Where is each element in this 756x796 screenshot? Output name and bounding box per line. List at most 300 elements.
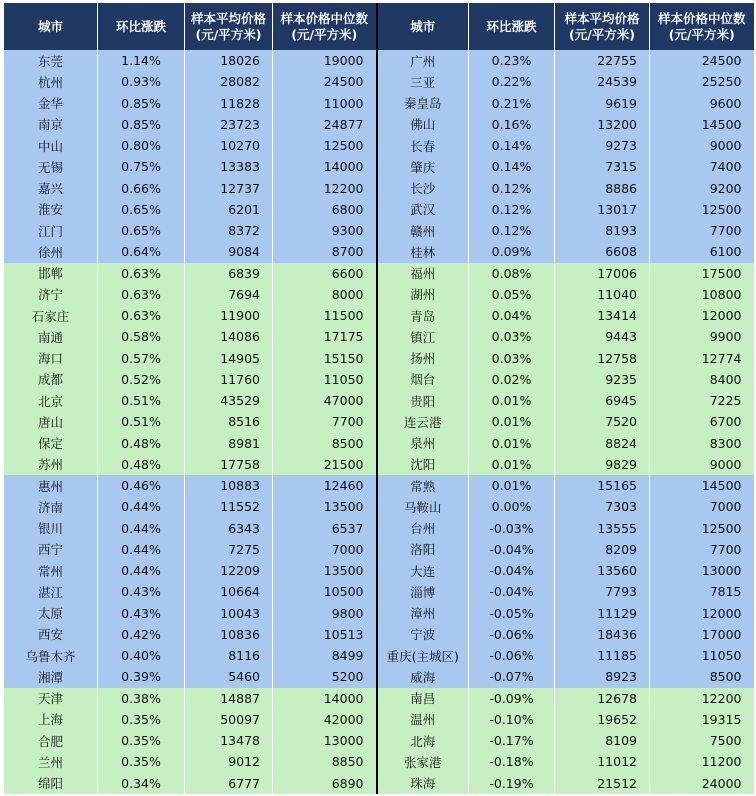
right-city-cell: 镇江 [377, 326, 469, 347]
right-city-cell: 肇庆 [377, 156, 469, 177]
left-avg-price-cell: 13383 [185, 156, 273, 177]
left-median-price-cell: 19000 [273, 50, 377, 71]
right-median-price-cell: 10800 [650, 284, 754, 305]
right-mom-change-cell: -0.06% [469, 645, 555, 666]
table-row [4, 369, 754, 390]
right-avg-price-cell: 19652 [555, 709, 650, 730]
table-row [4, 666, 754, 687]
right-city-cell: 扬州 [377, 348, 469, 369]
table-row [4, 773, 754, 794]
left-city-cell: 湘潭 [4, 666, 98, 687]
left-city-cell: 天津 [4, 688, 98, 709]
right-avg-price-cell: 15165 [555, 475, 650, 496]
left-median-price-cell: 9300 [273, 220, 377, 241]
header-avg-price-left: 样本平均价格 (元/平方米) [185, 3, 273, 50]
right-mom-change-cell: 0.12% [469, 178, 555, 199]
left-avg-price-cell: 8372 [185, 220, 273, 241]
right-city-cell: 大连 [377, 560, 469, 581]
left-city-cell: 惠州 [4, 475, 98, 496]
right-mom-change-cell: 0.01% [469, 390, 555, 411]
right-city-cell: 长春 [377, 135, 469, 156]
right-city-cell: 漳州 [377, 603, 469, 624]
right-city-cell: 佛山 [377, 114, 469, 135]
left-avg-price-cell: 10664 [185, 581, 273, 602]
table-row [4, 751, 754, 772]
left-city-cell: 徐州 [4, 241, 98, 262]
left-median-price-cell: 8000 [273, 284, 377, 305]
right-median-price-cell: 9200 [650, 178, 754, 199]
right-city-cell: 珠海 [377, 773, 469, 794]
left-median-price-cell: 8499 [273, 645, 377, 666]
right-mom-change-cell: 0.14% [469, 156, 555, 177]
left-median-price-cell: 11050 [273, 369, 377, 390]
header-city-right: 城市 [377, 3, 469, 50]
left-avg-price-cell: 11900 [185, 305, 273, 326]
right-median-price-cell: 7700 [650, 220, 754, 241]
table-row [4, 411, 754, 432]
right-median-price-cell: 11050 [650, 645, 754, 666]
left-city-cell: 南通 [4, 326, 98, 347]
right-avg-price-cell: 9443 [555, 326, 650, 347]
left-median-price-cell: 8850 [273, 751, 377, 772]
left-median-price-cell: 13000 [273, 730, 377, 751]
left-mom-change-cell: 0.63% [98, 284, 185, 305]
left-mom-change-cell: 0.58% [98, 326, 185, 347]
right-city-cell: 北海 [377, 730, 469, 751]
left-mom-change-cell: 0.66% [98, 178, 185, 199]
left-mom-change-cell: 0.44% [98, 539, 185, 560]
left-mom-change-cell: 0.35% [98, 730, 185, 751]
table-row [4, 475, 754, 496]
header-row [4, 3, 754, 50]
right-city-cell: 湖州 [377, 284, 469, 305]
right-mom-change-cell: -0.17% [469, 730, 555, 751]
left-median-price-cell: 6537 [273, 518, 377, 539]
left-mom-change-cell: 0.75% [98, 156, 185, 177]
left-city-cell: 淮安 [4, 199, 98, 220]
right-mom-change-cell: -0.05% [469, 603, 555, 624]
right-avg-price-cell: 21512 [555, 773, 650, 794]
left-mom-change-cell: 0.52% [98, 369, 185, 390]
left-avg-price-cell: 23723 [185, 114, 273, 135]
left-city-cell: 上海 [4, 709, 98, 730]
left-avg-price-cell: 10836 [185, 624, 273, 645]
right-avg-price-cell: 13555 [555, 518, 650, 539]
right-city-cell: 贵阳 [377, 390, 469, 411]
left-avg-price-cell: 11552 [185, 496, 273, 517]
right-median-price-cell: 12000 [650, 603, 754, 624]
left-median-price-cell: 12460 [273, 475, 377, 496]
left-mom-change-cell: 0.44% [98, 518, 185, 539]
table-row [4, 496, 754, 517]
left-median-price-cell: 8700 [273, 241, 377, 262]
right-median-price-cell: 7500 [650, 730, 754, 751]
table-row [4, 71, 754, 92]
left-mom-change-cell: 0.93% [98, 71, 185, 92]
right-avg-price-cell: 7315 [555, 156, 650, 177]
right-median-price-cell: 7815 [650, 581, 754, 602]
left-median-price-cell: 21500 [273, 454, 377, 475]
left-median-price-cell: 9800 [273, 603, 377, 624]
right-city-cell: 马鞍山 [377, 496, 469, 517]
left-avg-price-cell: 13478 [185, 730, 273, 751]
left-median-price-cell: 5200 [273, 666, 377, 687]
right-avg-price-cell: 8886 [555, 178, 650, 199]
table-row [4, 433, 754, 454]
left-median-price-cell: 6890 [273, 773, 377, 794]
right-avg-price-cell: 9619 [555, 93, 650, 114]
right-avg-price-cell: 24539 [555, 71, 650, 92]
left-mom-change-cell: 0.57% [98, 348, 185, 369]
left-median-price-cell: 42000 [273, 709, 377, 730]
left-mom-change-cell: 0.51% [98, 411, 185, 432]
right-mom-change-cell: -0.04% [469, 539, 555, 560]
table-row [4, 390, 754, 411]
left-city-cell: 西安 [4, 624, 98, 645]
left-median-price-cell: 6800 [273, 199, 377, 220]
right-city-cell: 连云港 [377, 411, 469, 432]
right-avg-price-cell: 8824 [555, 433, 650, 454]
right-median-price-cell: 8400 [650, 369, 754, 390]
left-city-cell: 金华 [4, 93, 98, 114]
left-mom-change-cell: 0.51% [98, 390, 185, 411]
left-avg-price-cell: 10270 [185, 135, 273, 156]
left-median-price-cell: 47000 [273, 390, 377, 411]
right-city-cell: 威海 [377, 666, 469, 687]
left-avg-price-cell: 12737 [185, 178, 273, 199]
left-city-cell: 邯郸 [4, 263, 98, 284]
right-mom-change-cell: 0.01% [469, 475, 555, 496]
right-mom-change-cell: 0.02% [469, 369, 555, 390]
right-city-cell: 洛阳 [377, 539, 469, 560]
right-mom-change-cell: 0.12% [469, 199, 555, 220]
left-city-cell: 银川 [4, 518, 98, 539]
left-city-cell: 嘉兴 [4, 178, 98, 199]
left-city-cell: 成都 [4, 369, 98, 390]
table-row [4, 326, 754, 347]
right-mom-change-cell: 0.23% [469, 50, 555, 71]
right-avg-price-cell: 12758 [555, 348, 650, 369]
left-city-cell: 太原 [4, 603, 98, 624]
right-mom-change-cell: 0.04% [469, 305, 555, 326]
left-city-cell: 常州 [4, 560, 98, 581]
left-median-price-cell: 6600 [273, 263, 377, 284]
left-median-price-cell: 12200 [273, 178, 377, 199]
right-median-price-cell: 12774 [650, 348, 754, 369]
right-avg-price-cell: 11129 [555, 603, 650, 624]
table-row [4, 688, 754, 709]
table-row [4, 454, 754, 475]
left-avg-price-cell: 11828 [185, 93, 273, 114]
right-mom-change-cell: 0.00% [469, 496, 555, 517]
left-city-cell: 海口 [4, 348, 98, 369]
left-city-cell: 乌鲁木齐 [4, 645, 98, 666]
left-median-price-cell: 10513 [273, 624, 377, 645]
left-city-cell: 合肥 [4, 730, 98, 751]
right-median-price-cell: 7225 [650, 390, 754, 411]
right-mom-change-cell: -0.18% [469, 751, 555, 772]
right-avg-price-cell: 22755 [555, 50, 650, 71]
left-mom-change-cell: 0.42% [98, 624, 185, 645]
right-city-cell: 宁波 [377, 624, 469, 645]
table-row [4, 730, 754, 751]
right-mom-change-cell: 0.22% [469, 71, 555, 92]
right-avg-price-cell: 18436 [555, 624, 650, 645]
left-mom-change-cell: 0.40% [98, 645, 185, 666]
left-city-cell: 绵阳 [4, 773, 98, 794]
right-city-cell: 桂林 [377, 241, 469, 262]
left-city-cell: 济宁 [4, 284, 98, 305]
left-city-cell: 唐山 [4, 411, 98, 432]
right-avg-price-cell: 12678 [555, 688, 650, 709]
left-avg-price-cell: 12209 [185, 560, 273, 581]
right-mom-change-cell: 0.14% [469, 135, 555, 156]
left-median-price-cell: 13500 [273, 496, 377, 517]
left-avg-price-cell: 17758 [185, 454, 273, 475]
right-avg-price-cell: 13560 [555, 560, 650, 581]
right-city-cell: 赣州 [377, 220, 469, 241]
right-city-cell: 青岛 [377, 305, 469, 326]
right-avg-price-cell: 7793 [555, 581, 650, 602]
right-city-cell: 广州 [377, 50, 469, 71]
left-city-cell: 保定 [4, 433, 98, 454]
left-mom-change-cell: 0.46% [98, 475, 185, 496]
right-median-price-cell: 24500 [650, 50, 754, 71]
left-avg-price-cell: 6777 [185, 773, 273, 794]
left-avg-price-cell: 8116 [185, 645, 273, 666]
right-median-price-cell: 9900 [650, 326, 754, 347]
right-city-cell: 温州 [377, 709, 469, 730]
left-median-price-cell: 11500 [273, 305, 377, 326]
left-avg-price-cell: 6343 [185, 518, 273, 539]
right-city-cell: 常熟 [377, 475, 469, 496]
right-avg-price-cell: 17006 [555, 263, 650, 284]
left-median-price-cell: 24500 [273, 71, 377, 92]
left-avg-price-cell: 7694 [185, 284, 273, 305]
left-mom-change-cell: 0.63% [98, 305, 185, 326]
left-avg-price-cell: 10043 [185, 603, 273, 624]
right-mom-change-cell: 0.21% [469, 93, 555, 114]
right-city-cell: 秦皇岛 [377, 93, 469, 114]
right-city-cell: 武汉 [377, 199, 469, 220]
right-mom-change-cell: 0.01% [469, 454, 555, 475]
right-median-price-cell: 9000 [650, 135, 754, 156]
right-avg-price-cell: 8923 [555, 666, 650, 687]
right-mom-change-cell: 0.03% [469, 348, 555, 369]
left-mom-change-cell: 0.44% [98, 496, 185, 517]
left-avg-price-cell: 7275 [185, 539, 273, 560]
right-mom-change-cell: 0.09% [469, 241, 555, 262]
left-median-price-cell: 15150 [273, 348, 377, 369]
right-city-cell: 烟台 [377, 369, 469, 390]
table-row [4, 114, 754, 135]
right-avg-price-cell: 13414 [555, 305, 650, 326]
right-median-price-cell: 7700 [650, 539, 754, 560]
table-row [4, 50, 754, 71]
right-avg-price-cell: 9235 [555, 369, 650, 390]
left-median-price-cell: 14000 [273, 688, 377, 709]
right-median-price-cell: 8300 [650, 433, 754, 454]
left-median-price-cell: 11000 [273, 93, 377, 114]
left-mom-change-cell: 0.35% [98, 709, 185, 730]
right-mom-change-cell: -0.19% [469, 773, 555, 794]
right-avg-price-cell: 9273 [555, 135, 650, 156]
right-median-price-cell: 6100 [650, 241, 754, 262]
left-median-price-cell: 12500 [273, 135, 377, 156]
left-avg-price-cell: 6201 [185, 199, 273, 220]
right-median-price-cell: 14500 [650, 114, 754, 135]
left-mom-change-cell: 0.64% [98, 241, 185, 262]
right-city-cell: 重庆(主城区) [377, 645, 469, 666]
left-median-price-cell: 14000 [273, 156, 377, 177]
left-mom-change-cell: 0.34% [98, 773, 185, 794]
right-mom-change-cell: 0.01% [469, 411, 555, 432]
left-city-cell: 无锡 [4, 156, 98, 177]
header-city-left: 城市 [4, 3, 98, 50]
right-mom-change-cell: 0.16% [469, 114, 555, 135]
left-mom-change-cell: 0.85% [98, 93, 185, 114]
right-mom-change-cell: 0.05% [469, 284, 555, 305]
table-body [4, 50, 754, 794]
left-median-price-cell: 17175 [273, 326, 377, 347]
left-median-price-cell: 7700 [273, 411, 377, 432]
left-city-cell: 南京 [4, 114, 98, 135]
left-mom-change-cell: 0.39% [98, 666, 185, 687]
right-mom-change-cell: -0.06% [469, 624, 555, 645]
left-city-cell: 杭州 [4, 71, 98, 92]
left-city-cell: 兰州 [4, 751, 98, 772]
left-avg-price-cell: 11760 [185, 369, 273, 390]
left-avg-price-cell: 14086 [185, 326, 273, 347]
left-city-cell: 江门 [4, 220, 98, 241]
left-avg-price-cell: 14887 [185, 688, 273, 709]
right-city-cell: 台州 [377, 518, 469, 539]
right-mom-change-cell: 0.03% [469, 326, 555, 347]
header-median-price-right: 样本价格中位数 (元/平方米) [650, 3, 754, 50]
left-median-price-cell: 13500 [273, 560, 377, 581]
table-row [4, 241, 754, 262]
left-mom-change-cell: 0.44% [98, 560, 185, 581]
table-row [4, 178, 754, 199]
left-city-cell: 中山 [4, 135, 98, 156]
right-median-price-cell: 24000 [650, 773, 754, 794]
left-avg-price-cell: 8981 [185, 433, 273, 454]
left-mom-change-cell: 0.80% [98, 135, 185, 156]
right-mom-change-cell: 0.12% [469, 220, 555, 241]
table-row [4, 220, 754, 241]
table-row [4, 581, 754, 602]
table-row [4, 560, 754, 581]
right-mom-change-cell: -0.07% [469, 666, 555, 687]
right-city-cell: 三亚 [377, 71, 469, 92]
left-city-cell: 东莞 [4, 50, 98, 71]
left-city-cell: 苏州 [4, 454, 98, 475]
right-avg-price-cell: 11012 [555, 751, 650, 772]
left-mom-change-cell: 0.48% [98, 454, 185, 475]
right-city-cell: 泉州 [377, 433, 469, 454]
right-avg-price-cell: 8193 [555, 220, 650, 241]
left-mom-change-cell: 0.38% [98, 688, 185, 709]
right-median-price-cell: 12500 [650, 199, 754, 220]
left-mom-change-cell: 0.43% [98, 603, 185, 624]
left-city-cell: 北京 [4, 390, 98, 411]
right-mom-change-cell: -0.04% [469, 581, 555, 602]
left-mom-change-cell: 0.65% [98, 199, 185, 220]
right-city-cell: 长沙 [377, 178, 469, 199]
header-mom-left: 环比涨跌 [98, 3, 185, 50]
right-city-cell: 张家港 [377, 751, 469, 772]
left-city-cell: 湛江 [4, 581, 98, 602]
right-median-price-cell: 7400 [650, 156, 754, 177]
right-mom-change-cell: -0.10% [469, 709, 555, 730]
right-avg-price-cell: 11040 [555, 284, 650, 305]
left-mom-change-cell: 1.14% [98, 50, 185, 71]
right-mom-change-cell: -0.09% [469, 688, 555, 709]
right-mom-change-cell: 0.08% [469, 263, 555, 284]
right-mom-change-cell: -0.03% [469, 518, 555, 539]
right-median-price-cell: 12500 [650, 518, 754, 539]
table-row [4, 93, 754, 114]
left-avg-price-cell: 9012 [185, 751, 273, 772]
right-avg-price-cell: 6945 [555, 390, 650, 411]
left-median-price-cell: 7000 [273, 539, 377, 560]
right-median-price-cell: 12200 [650, 688, 754, 709]
right-median-price-cell: 6700 [650, 411, 754, 432]
left-city-cell: 济南 [4, 496, 98, 517]
left-avg-price-cell: 5460 [185, 666, 273, 687]
table-row [4, 539, 754, 560]
table-row [4, 645, 754, 666]
table-row [4, 263, 754, 284]
right-mom-change-cell: 0.01% [469, 433, 555, 454]
right-median-price-cell: 19315 [650, 709, 754, 730]
right-city-cell: 沈阳 [377, 454, 469, 475]
right-median-price-cell: 25250 [650, 71, 754, 92]
right-median-price-cell: 17500 [650, 263, 754, 284]
left-median-price-cell: 10500 [273, 581, 377, 602]
left-city-cell: 石家庄 [4, 305, 98, 326]
table-row [4, 199, 754, 220]
right-mom-change-cell: -0.04% [469, 560, 555, 581]
right-avg-price-cell: 13017 [555, 199, 650, 220]
left-avg-price-cell: 8516 [185, 411, 273, 432]
right-avg-price-cell: 8109 [555, 730, 650, 751]
left-avg-price-cell: 10883 [185, 475, 273, 496]
right-city-cell: 福州 [377, 263, 469, 284]
table-row [4, 709, 754, 730]
right-median-price-cell: 14500 [650, 475, 754, 496]
left-mom-change-cell: 0.63% [98, 263, 185, 284]
left-avg-price-cell: 43529 [185, 390, 273, 411]
right-median-price-cell: 9600 [650, 93, 754, 114]
left-mom-change-cell: 0.35% [98, 751, 185, 772]
table-row [4, 156, 754, 177]
right-avg-price-cell: 7303 [555, 496, 650, 517]
right-median-price-cell: 11200 [650, 751, 754, 772]
left-avg-price-cell: 9084 [185, 241, 273, 262]
table-row [4, 603, 754, 624]
right-city-cell: 淄博 [377, 581, 469, 602]
left-mom-change-cell: 0.65% [98, 220, 185, 241]
header-median-price-left: 样本价格中位数 (元/平方米) [273, 3, 377, 50]
table-row [4, 284, 754, 305]
left-mom-change-cell: 0.85% [98, 114, 185, 135]
left-avg-price-cell: 6839 [185, 263, 273, 284]
table-row [4, 518, 754, 539]
table-row [4, 135, 754, 156]
left-mom-change-cell: 0.43% [98, 581, 185, 602]
left-city-cell: 西宁 [4, 539, 98, 560]
